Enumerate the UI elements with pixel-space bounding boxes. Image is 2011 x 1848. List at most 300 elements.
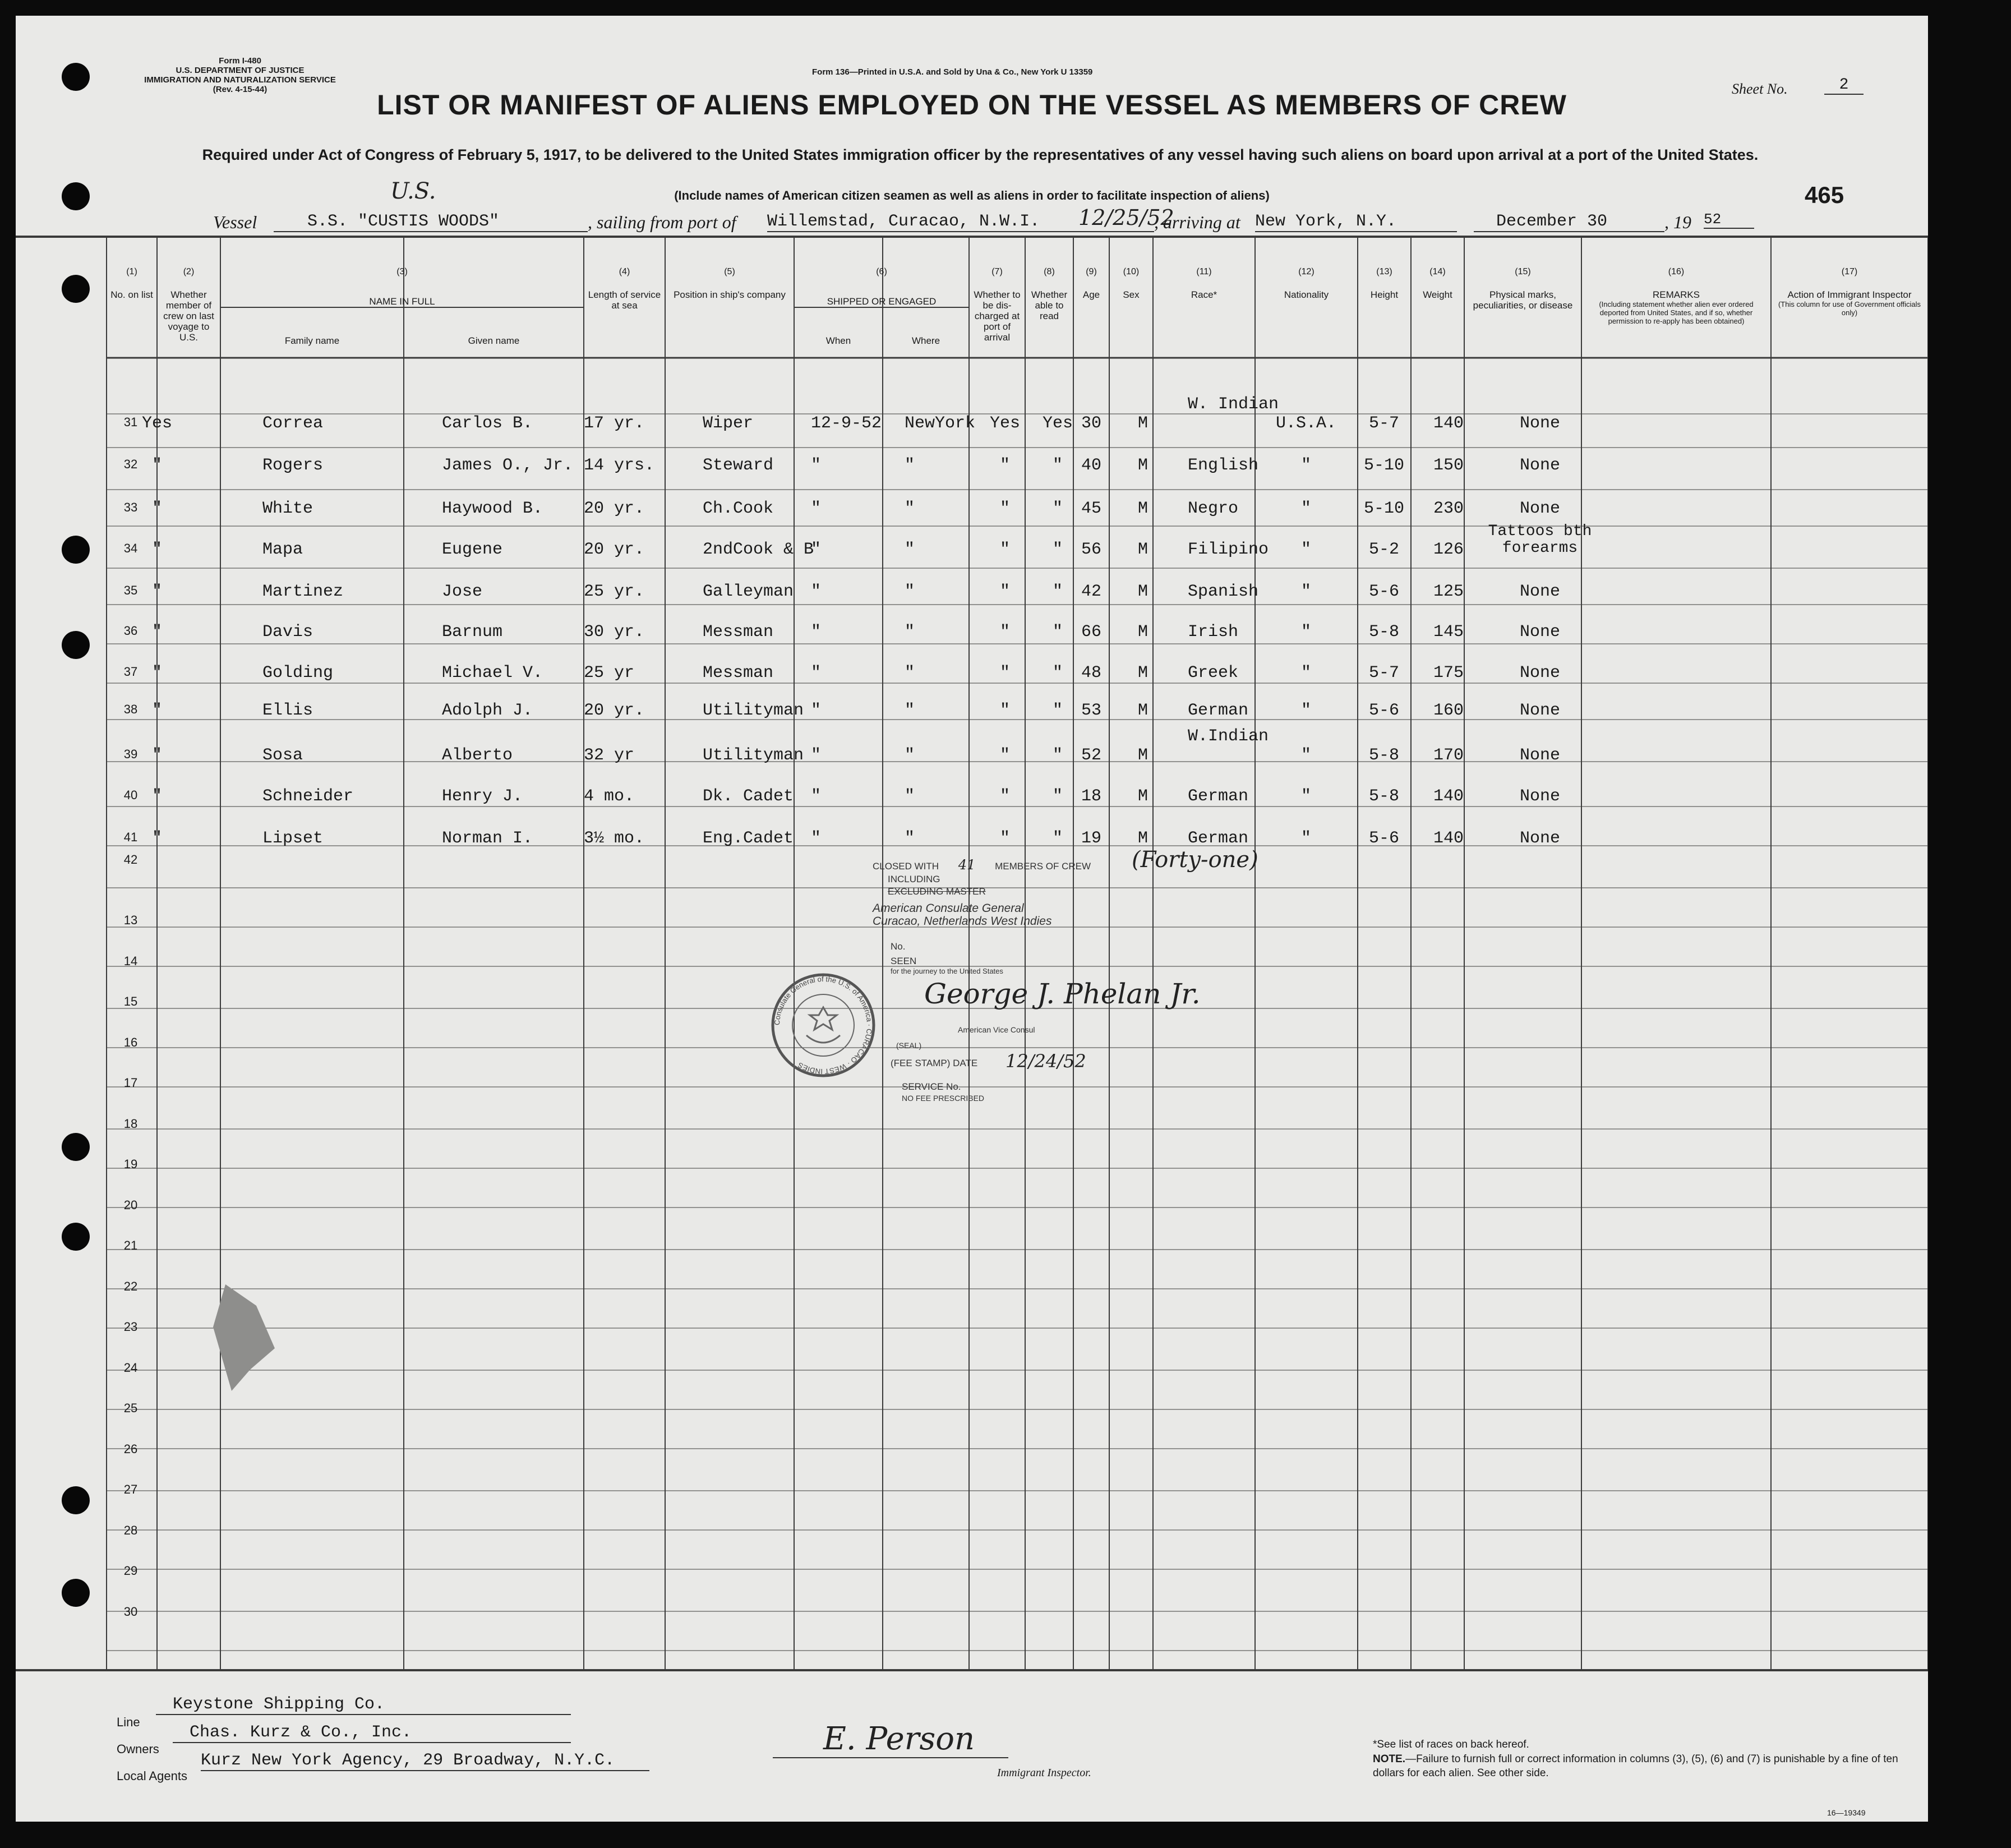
cell-when: " (811, 663, 822, 683)
column-header: Height (1370, 289, 1399, 300)
arriving-label: , arriving at (1154, 212, 1240, 232)
cell-age: 53 (1081, 701, 1101, 720)
cell-family: Correa (262, 414, 324, 433)
cell-sex: M (1137, 582, 1148, 601)
cell-age: 40 (1081, 456, 1101, 475)
cell-given: Norman I. (442, 829, 533, 848)
cell-given: Henry J. (442, 787, 523, 806)
cell-sex: M (1137, 623, 1148, 642)
cell-when: " (811, 746, 822, 765)
column-number: (2) (183, 267, 195, 276)
cell-crew: " (151, 787, 162, 806)
binder-hole (62, 536, 90, 564)
cell-race: W.Indian (1188, 727, 1269, 746)
cell-position: Galleyman (703, 582, 794, 601)
cell-given: Eugene (442, 540, 503, 559)
year: 52 (1704, 211, 1754, 229)
cell-marks: None (1519, 701, 1560, 720)
include-note: (Include names of American citizen seamen as well as aliens in order to facilitate inspection of aliens) (674, 188, 1270, 202)
cell-read: " (1052, 663, 1063, 683)
vessel-name: S.S. "CUSTIS WOODS" (274, 212, 588, 232)
cell-marks: None (1519, 414, 1560, 433)
column-number: (9) (1086, 267, 1097, 276)
cell-nationality: " (1300, 582, 1311, 601)
cell-service: 14 yrs. (584, 456, 655, 475)
cell-when: 12-9-52 (811, 414, 882, 433)
cell-marks: None (1519, 787, 1560, 806)
cell-race: W. Indian (1188, 395, 1279, 414)
column-header: NAME IN FULL (369, 296, 435, 307)
cell-family: Golding (262, 663, 334, 683)
binder-hole (62, 1223, 90, 1251)
cell-discharged: " (999, 623, 1010, 642)
binder-hole (62, 275, 90, 303)
cell-service: 17 yr. (584, 414, 645, 433)
blank-row-number: 21 (123, 1238, 138, 1252)
column-number: (12) (1298, 267, 1314, 276)
cell-read: " (1052, 787, 1063, 806)
row-number: 38 (123, 702, 138, 716)
cell-given: James O., Jr. (442, 456, 574, 475)
cell-discharged: " (999, 701, 1010, 720)
column-header: SHIPPED OR ENGAGED (827, 296, 937, 307)
row-number: 36 (123, 624, 138, 638)
column-number: (8) (1044, 267, 1055, 276)
cell-race: German (1188, 701, 1249, 720)
cell-discharged: " (999, 787, 1010, 806)
cell-height: 5-7 (1368, 414, 1399, 433)
cell-position: Steward (703, 456, 774, 475)
column-number: (15) (1515, 267, 1531, 276)
blank-row-number: 19 (123, 1157, 138, 1171)
cell-height: 5-6 (1368, 829, 1399, 848)
row-number: 33 (123, 500, 138, 514)
cell-sex: M (1137, 456, 1148, 475)
cell-given: Alberto (442, 746, 513, 765)
column-header: Length of service at sea (588, 289, 661, 311)
column-number: (4) (619, 267, 630, 276)
cell-race: Greek (1188, 663, 1239, 683)
cell-family: Martinez (262, 582, 344, 601)
cell-weight: 140 (1433, 787, 1464, 806)
blank-row-number: 42 (123, 852, 138, 867)
cell-discharged: " (999, 663, 1010, 683)
cell-race: German (1188, 787, 1249, 806)
cell-given: Carlos B. (442, 414, 533, 433)
forty-one-note: (Forty-one) (1132, 847, 1258, 873)
cell-nationality: U.S.A. (1275, 414, 1337, 433)
cell-service: 32 yr (584, 746, 635, 765)
port-to: New York, N.Y. (1255, 212, 1457, 232)
blank-row-number: 15 (123, 994, 138, 1008)
service-name: IMMIGRATION AND NATURALIZATION SERVICE (144, 75, 336, 85)
stamp-date: 12/24/52 (1006, 1050, 1086, 1072)
document-number: 465 (1805, 182, 1844, 208)
cell-where: " (905, 456, 915, 475)
blank-row-number: 30 (123, 1604, 138, 1619)
binder-hole (62, 631, 90, 659)
owners-label: Owners (117, 1742, 159, 1756)
cell-family: Sosa (262, 746, 303, 765)
cell-when: " (811, 456, 822, 475)
cell-height: 5-6 (1368, 582, 1399, 601)
footer-code: 16—19349 (1827, 1808, 1866, 1817)
cell-position: Wiper (703, 414, 754, 433)
agents-value: Kurz New York Agency, 29 Broadway, N.Y.C. (201, 1751, 649, 1771)
binder-hole (62, 63, 90, 91)
cell-read: " (1052, 456, 1063, 475)
cell-nationality: " (1300, 746, 1311, 765)
blank-row-number: 13 (123, 913, 138, 927)
arrival-date: December 30 (1474, 212, 1664, 232)
cell-position: Eng.Cadet (703, 829, 794, 848)
column-subheader: When (825, 335, 851, 346)
cell-age: 52 (1081, 746, 1101, 765)
cell-read: Yes (1042, 414, 1073, 433)
cell-discharged: " (999, 499, 1010, 518)
column-header: Nationality (1284, 289, 1329, 300)
cell-discharged: " (999, 456, 1010, 475)
cell-weight: 126 (1433, 540, 1464, 559)
row-number: 34 (123, 541, 138, 555)
cell-weight: 150 (1433, 456, 1464, 475)
column-header: Age (1082, 289, 1100, 300)
cell-crew: " (151, 499, 162, 518)
column-number: (6) (876, 267, 887, 276)
column-number: (3) (396, 267, 408, 276)
penalty-note: NOTE.—Failure to furnish full or correct information in columns (3), (5), (6) and (7) is punishable by a fine of ten dollars for each alien. See other side. (1373, 1753, 1898, 1779)
year-prefix: , 19 (1664, 212, 1691, 232)
cell-discharged: " (999, 540, 1010, 559)
cell-height: 5-10 (1363, 499, 1404, 518)
column-header: Whether to be dis-charged at port of arrival (974, 289, 1021, 343)
cell-marks: None (1519, 499, 1560, 518)
cell-marks: None (1519, 829, 1560, 848)
cell-nationality: " (1300, 456, 1311, 475)
department: U.S. DEPARTMENT OF JUSTICE (176, 66, 305, 75)
cell-nationality: " (1300, 829, 1311, 848)
cell-weight: 175 (1433, 663, 1464, 683)
line-value: Keystone Shipping Co. (156, 1695, 571, 1715)
cell-read: " (1052, 829, 1063, 848)
column-header-note: (This column for use of Government officials only) (1778, 300, 1921, 317)
handwritten-us: U.S. (390, 178, 436, 204)
page-title: LIST OR MANIFEST OF ALIENS EMPLOYED ON THE VESSEL AS MEMBERS OF CREW (377, 89, 1567, 121)
cell-given: Jose (442, 582, 483, 601)
cell-family: Mapa (262, 540, 303, 559)
cell-crew: " (151, 829, 162, 848)
vessel-label: Vessel (213, 212, 257, 232)
cell-marks: None (1519, 746, 1560, 765)
cell-position: Utilityman (703, 746, 804, 765)
cell-family: Davis (262, 623, 313, 642)
row-number: 31 (123, 415, 138, 429)
cell-service: 30 yr. (584, 623, 645, 642)
stamp-closed: CLOSED WITH 41 MEMBERS OF CREW (873, 857, 1091, 873)
blank-row-number: 24 (123, 1360, 138, 1375)
cell-nationality: " (1300, 663, 1311, 683)
column-number: (7) (991, 267, 1003, 276)
cell-read: " (1052, 746, 1063, 765)
sail-date: 12/25/52 (1078, 205, 1174, 230)
cell-age: 30 (1081, 414, 1101, 433)
stamp-no-label: No. (891, 941, 906, 952)
stamp-official: American Vice Consul (958, 1025, 1035, 1034)
cell-family: Ellis (262, 701, 313, 720)
cell-crew: " (151, 456, 162, 475)
cell-sex: M (1137, 746, 1148, 765)
printer-line: Form 136—Printed in U.S.A. and Sold by Una & Co., New York U 13359 (812, 67, 1093, 77)
cell-position: Ch.Cook (703, 499, 774, 518)
binder-hole (62, 1579, 90, 1607)
cell-read: " (1052, 540, 1063, 559)
blank-row-number: 29 (123, 1564, 138, 1578)
cell-weight: 140 (1433, 829, 1464, 848)
blank-row-number: 23 (123, 1320, 138, 1334)
cell-read: " (1052, 623, 1063, 642)
cell-marks: None (1519, 623, 1560, 642)
cell-age: 45 (1081, 499, 1101, 518)
sheet-number: 2 (1824, 76, 1864, 95)
cell-service: 3½ mo. (584, 829, 645, 848)
blank-row-number: 16 (123, 1035, 138, 1049)
cell-given: Adolph J. (442, 701, 533, 720)
cell-height: 5-10 (1363, 456, 1404, 475)
column-number: (16) (1668, 267, 1685, 276)
cell-position: 2ndCook & B (703, 540, 814, 559)
column-header: No. on list (110, 289, 153, 300)
cell-age: 19 (1081, 829, 1101, 848)
cell-family: White (262, 499, 313, 518)
cell-when: " (811, 499, 822, 518)
blank-row-number: 20 (123, 1197, 138, 1212)
column-number: (1) (126, 267, 137, 276)
column-header-note: (Including statement whether alien ever ordered deported from United States, and if so, whether permission to re-apply has been obtained) (1599, 300, 1754, 325)
cell-nationality: " (1300, 787, 1311, 806)
cell-sex: M (1137, 414, 1148, 433)
column-number: (11) (1196, 267, 1212, 276)
stamp-seen: SEEN (891, 956, 917, 966)
cell-sex: M (1137, 787, 1148, 806)
cell-family: Rogers (262, 456, 324, 475)
cell-nationality: " (1300, 540, 1311, 559)
cell-height: 5-8 (1368, 623, 1399, 642)
stamp-place: Curacao, Netherlands West Indies (873, 915, 1052, 928)
svg-text:Consulate General of the U.S.: Consulate General of the U.S. of America · CURACAO · WEST INDIES (772, 974, 874, 1076)
cell-service: 20 yr. (584, 701, 645, 720)
row-number: 35 (123, 583, 138, 597)
cell-position: Messman (703, 623, 774, 642)
port-from: Willemstad, Curacao, N.W.I. (767, 212, 1154, 232)
cell-height: 5-7 (1368, 663, 1399, 683)
cell-read: " (1052, 701, 1063, 720)
blank-row-number: 18 (123, 1116, 138, 1131)
cell-discharged: " (999, 829, 1010, 848)
cell-sex: M (1137, 540, 1148, 559)
blank-row-number: 17 (123, 1076, 138, 1090)
cell-marks: Tattoos bth forearms (1488, 523, 1592, 557)
cell-position: Messman (703, 663, 774, 683)
cell-given: Barnum (442, 623, 503, 642)
column-header: REMARKS (Including statement whether alien ever ordered deported from United States, and if so, whether permission to re-apply has been obtained) (1584, 289, 1769, 325)
cell-nationality: " (1300, 499, 1311, 518)
stamp-consulate: American Consulate General (873, 902, 1024, 915)
cell-crew: Yes (141, 414, 172, 433)
form-revision: (Rev. 4-15-44) (213, 85, 267, 94)
cell-where: " (905, 701, 915, 720)
cell-race: English (1188, 456, 1259, 475)
column-header: Position in ship's company (674, 289, 786, 300)
blank-row-number: 27 (123, 1482, 138, 1496)
cell-marks: None (1519, 582, 1560, 601)
cell-read: " (1052, 499, 1063, 518)
cell-age: 18 (1081, 787, 1101, 806)
cell-height: 5-2 (1368, 540, 1399, 559)
cell-position: Dk. Cadet (703, 787, 794, 806)
binder-hole (62, 1486, 90, 1514)
cell-marks: None (1519, 456, 1560, 475)
cell-crew: " (151, 746, 162, 765)
column-number: (14) (1429, 267, 1446, 276)
cell-race: German (1188, 829, 1249, 848)
cell-height: 5-6 (1368, 701, 1399, 720)
cell-age: 42 (1081, 582, 1101, 601)
cell-race: Negro (1188, 499, 1239, 518)
cell-marks: None (1519, 663, 1560, 683)
cell-race: Filipino (1188, 540, 1269, 559)
consulate-seal (767, 969, 879, 1081)
column-header: Whether member of crew on last voyage to U.S. (163, 289, 214, 343)
column-number: (13) (1376, 267, 1392, 276)
cell-race: Irish (1188, 623, 1239, 642)
binder-hole (62, 182, 90, 210)
cell-service: 25 yr (584, 663, 635, 683)
manifest-sheet (16, 16, 1928, 1822)
cell-sex: M (1137, 829, 1148, 848)
stamp-no-fee: NO FEE PRESCRIBED (902, 1094, 985, 1103)
stamp-including: INCLUDING (888, 874, 940, 884)
sheet-label: Sheet No. (1732, 81, 1788, 97)
cell-sex: M (1137, 663, 1148, 683)
cell-height: 5-8 (1368, 787, 1399, 806)
blank-row-number: 22 (123, 1279, 138, 1293)
cell-sex: M (1137, 499, 1148, 518)
column-header: Whether able to read (1031, 289, 1068, 321)
row-number: 32 (123, 457, 138, 471)
row-number: 41 (123, 830, 138, 844)
consul-signature: George J. Phelan Jr. (924, 978, 1201, 1010)
form-number: Form I-480 (219, 56, 261, 66)
cell-discharged: " (999, 582, 1010, 601)
cell-discharged: Yes (989, 414, 1020, 433)
cell-age: 66 (1081, 623, 1101, 642)
blank-row-number: 14 (123, 953, 138, 968)
cell-weight: 230 (1433, 499, 1464, 518)
cell-service: 25 yr. (584, 582, 645, 601)
cell-nationality: " (1300, 623, 1311, 642)
races-note: *See list of races on back hereof. (1373, 1739, 1529, 1750)
stamp-excluding: EXCLUDING MASTER (888, 886, 986, 897)
cell-where: " (905, 829, 915, 848)
required-statement: Required under Act of Congress of February 5, 1917, to be delivered to the United States immigration officer by the representatives of any vessel having such aliens on board upon arrival at a port of the United States. (202, 146, 1759, 163)
blank-row-number: 25 (123, 1401, 138, 1415)
cell-family: Lipset (262, 829, 324, 848)
cell-crew: " (151, 582, 162, 601)
cell-crew: " (151, 623, 162, 642)
cell-where: " (905, 499, 915, 518)
cell-age: 48 (1081, 663, 1101, 683)
cell-where: " (905, 582, 915, 601)
line-label: Line (117, 1715, 140, 1729)
cell-service: 20 yr. (584, 540, 645, 559)
cell-where: " (905, 746, 915, 765)
column-subheader: Where (911, 335, 940, 346)
cell-service: 20 yr. (584, 499, 645, 518)
column-header: Weight (1423, 289, 1452, 300)
row-number: 40 (123, 788, 138, 802)
cell-read: " (1052, 582, 1063, 601)
cell-nationality: " (1300, 701, 1311, 720)
column-number: (5) (724, 267, 735, 276)
stamp-seen-text: for the journey to the United States (891, 967, 1003, 975)
cell-when: " (811, 701, 822, 720)
cell-weight: 125 (1433, 582, 1464, 601)
cell-where: " (905, 787, 915, 806)
cell-service: 4 mo. (584, 787, 635, 806)
cell-given: Michael V. (442, 663, 543, 683)
stamp-seal-label: (SEAL) (896, 1041, 922, 1050)
row-number: 37 (123, 665, 138, 679)
cell-when: " (811, 623, 822, 642)
cell-age: 56 (1081, 540, 1101, 559)
cell-family: Schneider (262, 787, 354, 806)
cell-given: Haywood B. (442, 499, 543, 518)
column-header: Race* (1191, 289, 1217, 300)
row-number: 39 (123, 747, 138, 761)
sailing-label: , sailing from port of (588, 212, 736, 232)
column-header: Action of Immigrant Inspector (This column for use of Government officials only) (1773, 289, 1926, 317)
inspector-signature: E. Person (773, 1721, 1008, 1758)
owners-value: Chas. Kurz & Co., Inc. (173, 1723, 571, 1743)
inspector-label: Immigrant Inspector. (997, 1767, 1091, 1779)
cell-when: " (811, 829, 822, 848)
cell-weight: 145 (1433, 623, 1464, 642)
column-header: Physical marks, peculiarities, or disease (1473, 289, 1573, 311)
column-number: (17) (1841, 267, 1858, 276)
cell-when: " (811, 787, 822, 806)
stamp-fee: (FEE STAMP) DATE (891, 1058, 978, 1068)
cell-sex: M (1137, 701, 1148, 720)
cell-weight: 170 (1433, 746, 1464, 765)
blank-row-number: 28 (123, 1523, 138, 1537)
cell-when: " (811, 540, 822, 559)
column-number: (10) (1123, 267, 1140, 276)
cell-race: Spanish (1188, 582, 1259, 601)
column-subheader: Given name (468, 335, 520, 346)
cell-crew: " (151, 540, 162, 559)
cell-where: " (905, 663, 915, 683)
cell-crew: " (151, 701, 162, 720)
cell-where: " (905, 540, 915, 559)
cell-where: NewYork (905, 414, 976, 433)
cell-where: " (905, 623, 915, 642)
cell-discharged: " (999, 746, 1010, 765)
cell-height: 5-8 (1368, 746, 1399, 765)
blank-row-number: 26 (123, 1441, 138, 1456)
binder-hole (62, 1133, 90, 1161)
cell-crew: " (151, 663, 162, 683)
cell-position: Utilityman (703, 701, 804, 720)
